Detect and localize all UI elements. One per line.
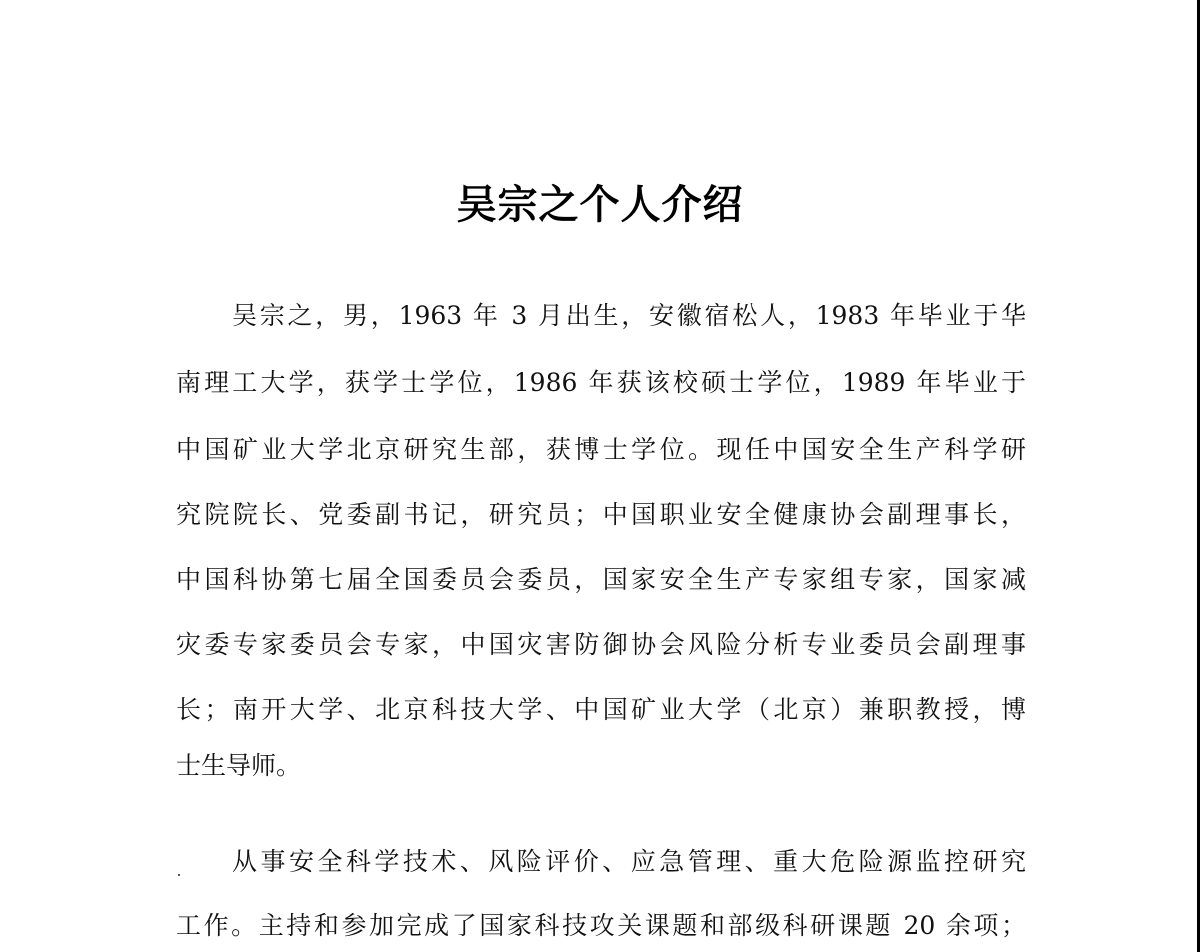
paragraph-2-line-1: 从事安全科学技术、风险评价、应急管理、重大危险源监控研究 [232,847,1026,876]
page-title: 吴宗之个人介绍 [456,181,744,228]
scan-speck [178,874,180,876]
paragraph-1-line-8: 士生导师。 [176,751,302,780]
paragraph-1-line-4: 究院院长、党委副书记，研究员；中国职业安全健康协会副理事长， [176,500,1026,529]
paragraph-1-line-3: 中国矿业大学北京研究生部，获博士学位。现任中国安全生产科学研 [176,435,1026,464]
paragraph-1-line-1: 吴宗之，男，1963 年 3 月出生，安徽宿松人，1983 年毕业于华 [232,301,1026,330]
paragraph-2-line-2: 工作。主持和参加完成了国家科技攻关课题和部级科研课题 20 余项； [176,911,1026,940]
paragraph-1-line-6: 灾委专家委员会专家，中国灾害防御协会风险分析专业委员会副理事 [176,630,1026,659]
paragraph-1-line-5: 中国科协第七届全国委员会委员，国家安全生产专家组专家，国家减 [176,565,1026,594]
paragraph-1-line-7: 长；南开大学、北京科技大学、中国矿业大学（北京）兼职教授，博 [176,695,1026,724]
paragraph-1-line-2: 南理工大学，获学士学位，1986 年获该校硕士学位，1989 年毕业于 [176,368,1026,397]
